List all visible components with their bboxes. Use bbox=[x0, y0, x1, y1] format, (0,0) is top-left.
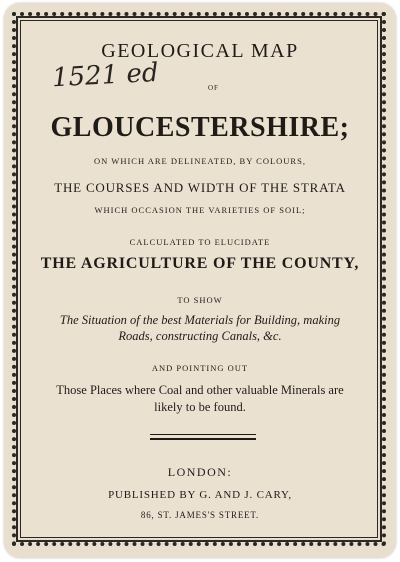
text-coal-minerals: Those Places where Coal and other valuable Minerals are bbox=[56, 383, 344, 397]
subtitle-pointing-out: AND POINTING OUT bbox=[151, 363, 249, 373]
title-of: OF bbox=[208, 84, 219, 92]
subtitle-agriculture: THE AGRICULTURE OF THE COUNTY, bbox=[40, 255, 360, 272]
imprint-publisher: PUBLISHED BY G. AND J. CARY, bbox=[108, 489, 292, 501]
subtitle-delineated: ON WHICH ARE DELINEATED, BY COLOURS, bbox=[94, 156, 306, 166]
double-rule-top bbox=[150, 434, 256, 435]
handwritten-note: 1521 ed bbox=[51, 57, 160, 94]
title-geological-map: GEOLOGICAL MAP bbox=[101, 40, 299, 62]
subtitle-courses-strata: THE COURSES AND WIDTH OF THE STRATA bbox=[54, 180, 346, 195]
ornamental-border-inner bbox=[20, 20, 378, 538]
imprint-address: 86, ST. JAMES'S STREET. bbox=[140, 510, 260, 520]
subtitle-calculated: CALCULATED TO ELUCIDATE bbox=[129, 237, 271, 247]
double-rule-bottom bbox=[150, 438, 256, 440]
subtitle-to-show: TO SHOW bbox=[177, 295, 223, 305]
imprint-city: LONDON: bbox=[167, 465, 233, 479]
title-gloucestershire: GLOUCESTERSHIRE; bbox=[50, 112, 350, 143]
text-situation-materials: The Situation of the best Materials for Building, making bbox=[59, 313, 341, 327]
subtitle-varieties-soil: WHICH OCCASION THE VARIETIES OF SOIL; bbox=[94, 205, 306, 215]
text-likely-found: likely to be found. bbox=[154, 400, 246, 414]
text-roads-canals: Roads, constructing Canals, &c. bbox=[118, 329, 282, 343]
